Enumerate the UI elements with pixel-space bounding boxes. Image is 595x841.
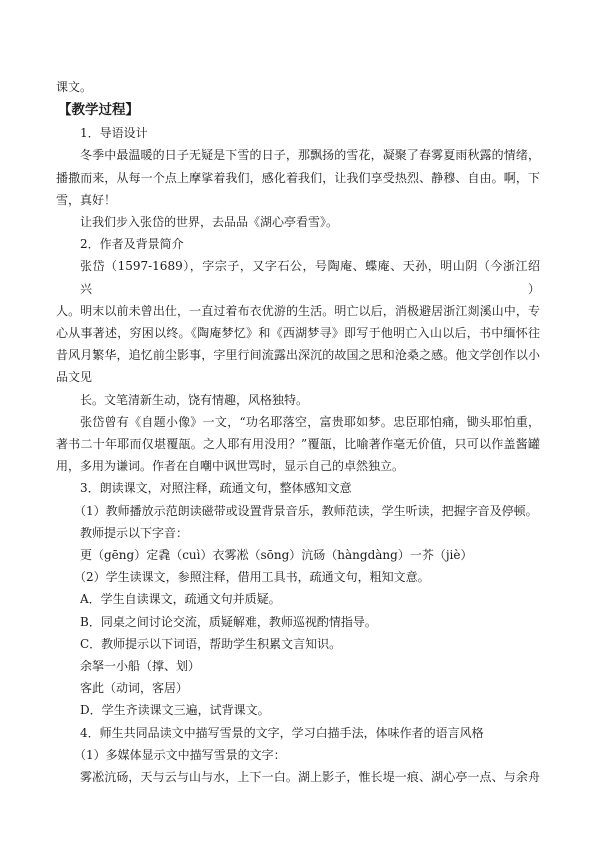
text-line: 课文。 (56, 80, 93, 94)
paragraph-line: 教师提示以下字音： (80, 525, 189, 540)
paragraph-line: 人。明末以前未曾出仕，一直过着布衣优游的生活。明亡以后，消极避居浙江剡溪山中，专 (56, 303, 540, 318)
section-heading: 【教学过程】 (58, 102, 139, 119)
list-item: D．学生齐读课文三遍，试背课文。 (80, 703, 270, 718)
paragraph-line: 让我们步入张岱的世界，去品品《湖心亭看雪》。 (80, 215, 339, 230)
paragraph-line: 昔风月繁华，追忆前尘影事，字里行间流露出深沉的故国之思和沧桑之感。他文学创作以小 (56, 348, 540, 363)
paragraph-line: （2）学生读课文，参照注释，借用工具书，疏通文句，粗知文意。 (74, 570, 430, 585)
list-item: C．教师提示以下词语，帮助学生积累文言知识。 (80, 636, 342, 651)
vocabulary-item: 客此（动词，客居） (80, 681, 189, 696)
pronunciation-line: 更（gēng）定毳（cuì）衣雾凇（sōng）沆砀（hàngdàng）一芥（jiè） (80, 548, 473, 563)
paragraph-line: （1）教师播放示范朗读磁带或设置背景音乐，教师范读，学生听读，把握字音及停顿。 (74, 503, 538, 518)
list-item: B．同桌之间讨论交流，质疑解难，教师巡视酌情指导。 (80, 614, 377, 629)
paragraph-line: 雪，真好！ (56, 192, 117, 207)
paragraph-line: 冬季中最温暖的日子无疑是下雪的日子，那飘扬的雪花，凝聚了春雾夏雨秋露的情绪， (80, 148, 540, 163)
subheading: 1．导语设计 (80, 126, 148, 141)
paragraph-line: 用，多用为谦词。作者在自嘲中讽世骂时，显示自己的卓然独立。 (56, 459, 405, 474)
subheading: 3．朗读课文，对照注释，疏通文句，整体感知文意 (80, 481, 352, 496)
lesson-plan-body (56, 76, 540, 788)
paragraph-line: 播撒而来，从每一个点上摩挲着我们，感化着我们，让我们享受热烈、静穆、自由。啊，下 (56, 170, 540, 185)
paragraph-line: 长。文笔清新生动，饶有情趣，风格独特。 (80, 392, 309, 407)
list-item: A．学生自读课文，疏通文句并质疑。 (80, 592, 281, 607)
paragraph-line: 著书二十年耶而仅堪覆瓿。之人耶有用没用？”覆瓿，比喻著作毫无价值，只可以作盖酱罐 (56, 437, 540, 452)
paragraph-line: 品文见 (56, 370, 93, 385)
vocabulary-item: 余拏一小船（撑、划） (80, 659, 201, 674)
paragraph-line: 张岱（1597-1689），字宗子，又字石公，号陶庵、蝶庵、天孙，明山阴（今浙江绍兴） (80, 259, 540, 296)
paragraph-line: 张岱曾有《自题小像》一文，“功名耶落空，富贵耶如梦。忠臣耶怕痛，锄头耶怕重， (80, 414, 540, 429)
paragraph-line: 心从事著述，穷困以终。《陶庵梦忆》和《西湖梦寻》即写于他明亡入山以后，书中缅怀往 (56, 326, 540, 341)
paragraph-line: （1）多媒体显示文中描写雪景的文字： (74, 747, 286, 762)
subheading: 4．师生共同品读文中描写雪景的文字，学习白描手法，体味作者的语言风格 (80, 725, 484, 740)
quoted-text-line: 雾凇沆砀，天与云与山与水，上下一白。湖上影子，惟长堤一痕、湖心亭一点、与余舟 (80, 770, 540, 785)
subheading: 2．作者及背景简介 (80, 237, 184, 252)
